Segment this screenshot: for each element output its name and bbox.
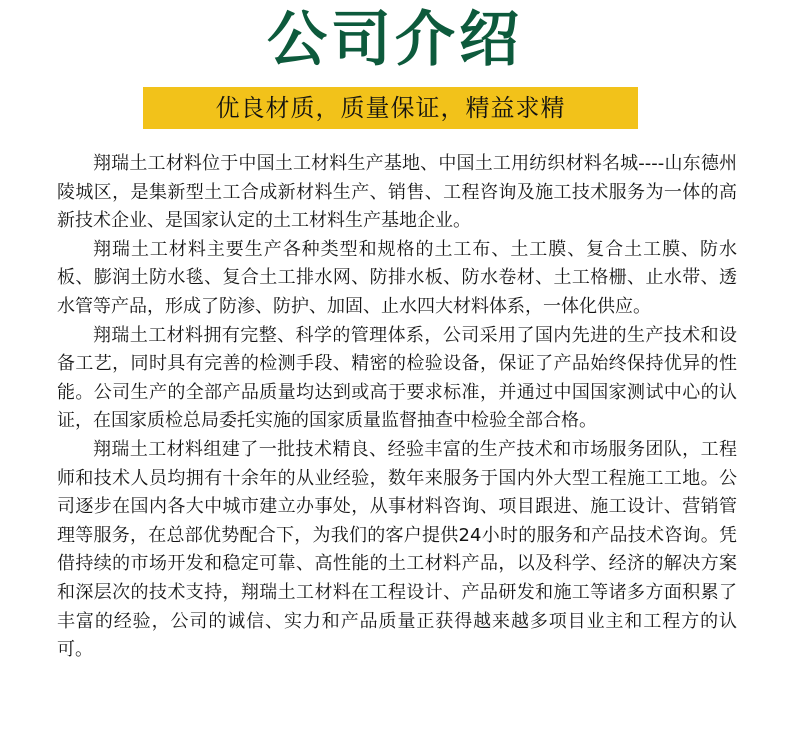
intro-paragraph-4: 翔瑞土工材料组建了一批技术精良、经验丰富的生产技术和市场服务团队，工程师和技术人员均拥有十余年的从业经验，数年来服务于国内外大型工程施工工地。公司逐步在国内各大中城市建立办事处，从事材料咨询、项目跟进、施工设计、营销管理等服务，在总部优势配合下，为我们的客户提供24小时的服务和产品技术咨询。凭借持续的市场开发和稳定可靠、高性能的土工材料产品，以及科学、经济的解决方案和深层次的技术支持，翔瑞土工材料在工程设计、产品研发和施工等诸多方面积累了丰富的经验，公司的诚信、实力和产品质量正获得越来越多项目业主和工程方的认可。 xyxy=(57,438,737,661)
slogan-banner: 优良材质，质量保证，精益求精 xyxy=(143,87,638,129)
intro-paragraph-1: 翔瑞土工材料位于中国土工材料生产基地、中国土工用纺织材料名城----山东德州陵城区，是集新型土工合成新材料生产、销售、工程咨询及施工技术服务为一体的高新技术企业、是国家认定的土工材料生产基地企业。 xyxy=(57,153,737,232)
intro-text xyxy=(57,150,737,665)
intro-paragraph-2: 翔瑞土工材料主要生产各种类型和规格的土工布、土工膜、复合土工膜、防水板、膨润土防水毯、复合土工排水网、防排水板、防水卷材、土工格栅、止水带、透水管等产品，形成了防渗、防护、加固、止水四大材料体系，一体化供应。 xyxy=(57,238,737,317)
intro-paragraph-3: 翔瑞土工材料拥有完整、科学的管理体系，公司采用了国内先进的生产技术和设备工艺，同时具有完善的检测手段、精密的检验设备，保证了产品始终保持优异的性能。公司生产的全部产品质量均达到或高于要求标准，并通过中国国家测试中心的认证，在国家质检总局委托实施的国家质量监督抽查中检验全部合格。 xyxy=(57,324,737,432)
page-title: 公司介绍 xyxy=(267,5,523,75)
